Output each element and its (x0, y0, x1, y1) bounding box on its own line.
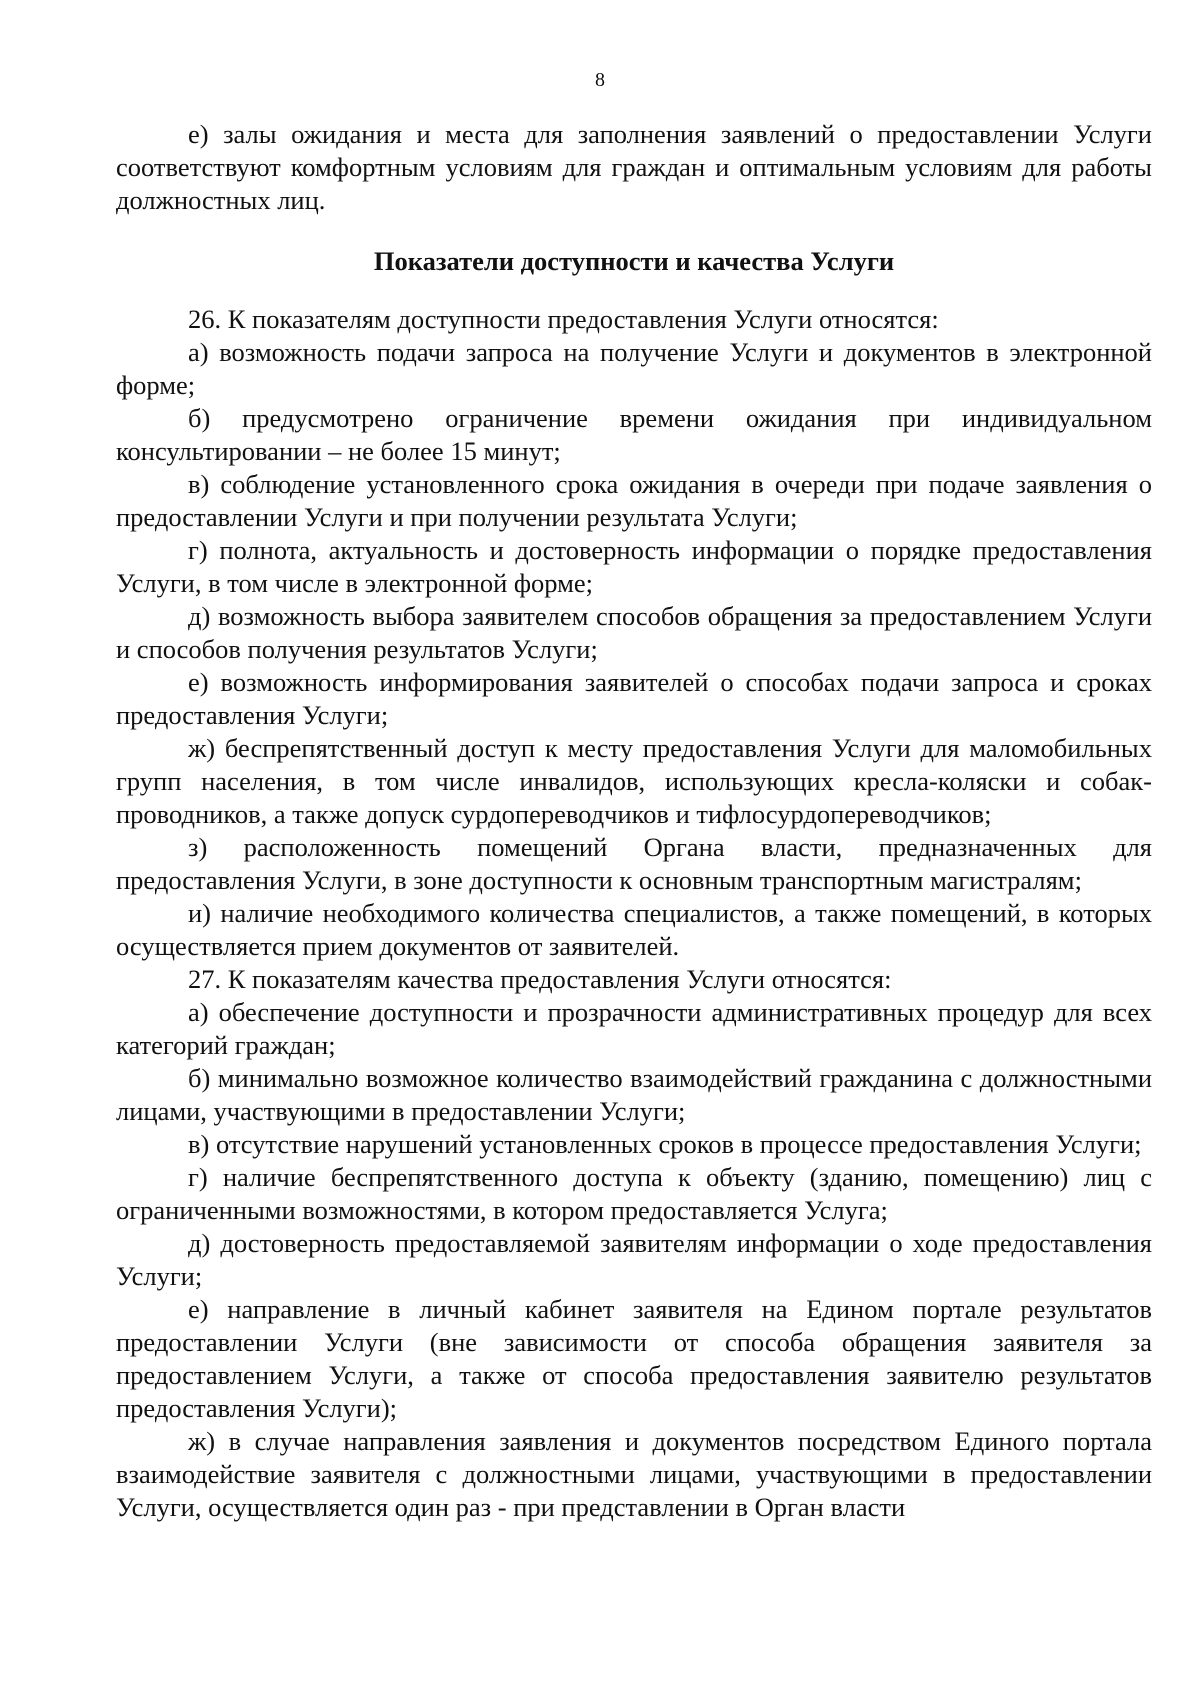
paragraph-26-e: е) возможность информирования заявителей о способах подачи запроса и сроках предоставления Услуги; (116, 667, 1152, 730)
section-heading: Показатели доступности и качества Услуги (373, 246, 895, 276)
paragraph-27-b: б) минимально возможное количество взаимодействий гражданина с должностными лицами, участвующими в предоставлении Услуги; (116, 1063, 1152, 1126)
document-body (116, 118, 1152, 1524)
paragraph-26-v: в) соблюдение установленного срока ожидания в очереди при подаче заявления о предоставлении Услуги и при получении результата Услуги; (116, 469, 1152, 532)
paragraph-26-i: и) наличие необходимого количества специалистов, а также помещений, в которых осуществляется прием документов от заявителей. (116, 898, 1152, 961)
paragraph-27-header: 27. К показателям качества предоставления Услуги относятся: (188, 964, 892, 994)
paragraph-26-header: 26. К показателям доступности предоставления Услуги относятся: (188, 304, 939, 334)
paragraph-27-v: в) отсутствие нарушений установленных сроков в процессе предоставления Услуги; (188, 1129, 1142, 1159)
paragraph-26-d: д) возможность выбора заявителем способов обращения за предоставлением Услуги и способов получения результатов Услуги; (116, 601, 1152, 664)
paragraph-27-d: д) достоверность предоставляемой заявителям информации о ходе предоставления Услуги; (116, 1228, 1152, 1291)
paragraph-26-b: б) предусмотрено ограничение времени ожидания при индивидуальном консультировании – не более 15 минут; (116, 403, 1152, 466)
paragraph-26-g: г) полнота, актуальность и достоверность информации о порядке предоставления Услуги, в том числе в электронной форме; (116, 535, 1152, 598)
paragraph-27-zh: ж) в случае направления заявления и документов посредством Единого портала взаимодействие заявителя с должностными лицами, участвующими в предоставлении Услуги, осуществляется один раз - при представлении в Орган власти (116, 1426, 1152, 1522)
paragraph-26-zh: ж) беспрепятственный доступ к месту предоставления Услуги для маломобильных групп населения, в том числе инвалидов, использующих кресла-коляски и собак-проводников, а также допуск сурдопереводчиков и тифлосурдопереводчиков; (116, 733, 1152, 829)
page-number: 8 (595, 69, 605, 91)
paragraph-27-e: е) направление в личный кабинет заявителя на Едином портале результатов предоставлении Услуги (вне зависимости от способа обращения заявителя за предоставлением Услуги, а также от способа предоставления заявителю результатов предоставления Услуги); (116, 1294, 1152, 1423)
paragraph-27-a: а) обеспечение доступности и прозрачности административных процедур для всех категорий граждан; (116, 997, 1152, 1060)
paragraph-26-a: а) возможность подачи запроса на получение Услуги и документов в электронной форме; (116, 337, 1152, 400)
paragraph-27-g: г) наличие беспрепятственного доступа к объекту (зданию, помещению) лиц с ограниченными возможностями, в котором предоставляется Услуга; (116, 1162, 1152, 1225)
paragraph-26-z: з) расположенность помещений Органа власти, предназначенных для предоставления Услуги, в зоне доступности к основным транспортным магистралям; (116, 832, 1152, 895)
intro-paragraph: е) залы ожидания и места для заполнения заявлений о предоставлении Услуги соответствуют комфортным условиям для граждан и оптимальным условиям для работы должностных лиц. (116, 119, 1152, 215)
